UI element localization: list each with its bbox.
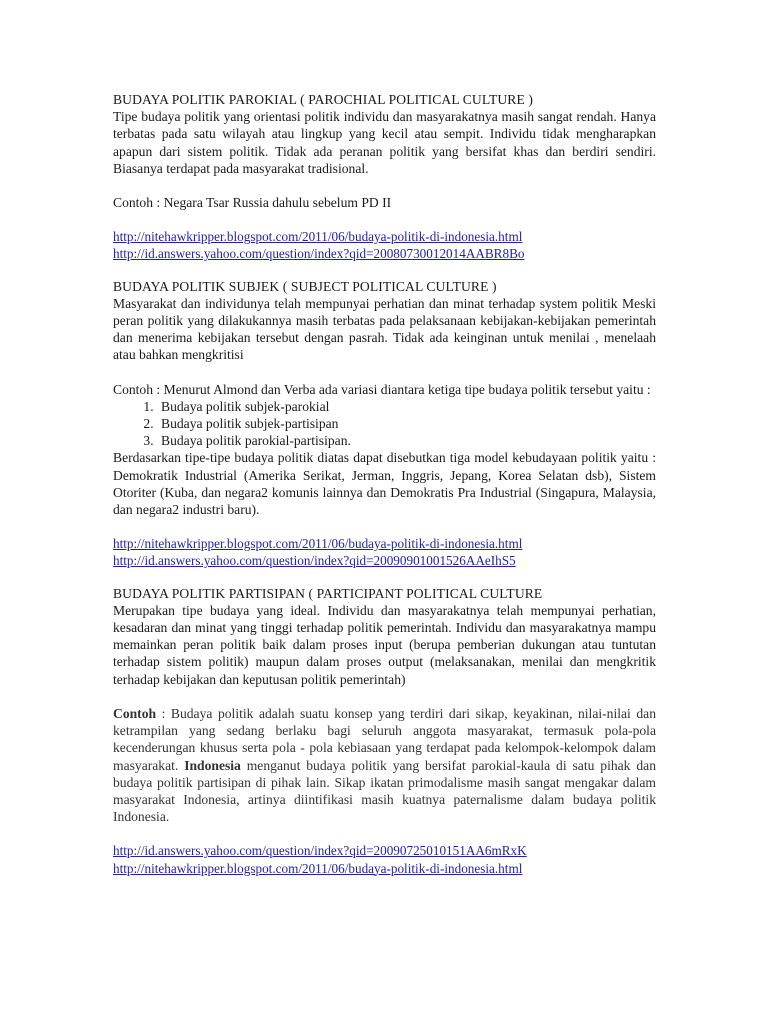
source-link[interactable]: http://id.answers.yahoo.com/question/index?qid=20090725010151AA6mRxK: [113, 843, 527, 859]
section-body-parokial: Tipe budaya politik yang orientasi politik individu dan masyarakatnya masih sangat rendah. Hanya terbatas pada satu wilayah atau lingkup yang kecil atau sempit. Individu tidak mengharapkan apapun dari sistem politik. Tidak ada peranan politik yang bersifat khas dan berdiri sendiri. Biasanya terdapat pada masyarakat tradisional.: [113, 109, 656, 176]
section-heading-subjek: BUDAYA POLITIK SUBJEK ( SUBJECT POLITICAL CULTURE ): [113, 278, 497, 294]
section-body-partisipan: Merupakan tipe budaya yang ideal. Individu dan masyarakatnya telah mempunyai perhatian, kesadaran dan minat yang tinggi terhadap politik pemerintah. Individu dan masyarakatnya mampu memainkan peran politik baik dalam proses input (berupa pemberian dukungan atau tuntutan terhadap sistem politik) maupun dalam proses output (melaksanakan, menilai dan mengkritik terhadap kebijakan dan keputusan politik pemerintah): [113, 602, 656, 687]
spacer: [113, 364, 656, 381]
list-item: 3. Budaya politik parokial-partisipan.: [157, 432, 656, 449]
section-heading-parokial: BUDAYA POLITIK PAROKIAL ( PAROCHIAL POLITICAL CULTURE ): [113, 92, 534, 107]
spacer: [113, 211, 656, 228]
example-text: menganut budaya politik yang bersifat parokial-kaula di satu pihak dan budaya politik partisipan di pihak lain. Sikap ikatan primodalisme masih sangat mengakar dalam masyarakat Indonesia, artinya diintifikasi masih kuatnya paternalisme dalam budaya politik Indonesia.: [113, 757, 656, 825]
spacer: [113, 177, 656, 194]
example-partisipan: [113, 705, 656, 825]
spacer: [113, 570, 656, 585]
section-heading-partisipan: BUDAYA POLITIK PARTISIPAN ( PARTICIPANT POLITICAL CULTURE: [113, 585, 543, 601]
example-intro-subjek: Contoh : Menurut Almond dan Verba ada variasi diantara ketiga tipe budaya politik tersebut yaitu :: [113, 381, 651, 397]
example-bold-term: Indonesia: [184, 757, 241, 773]
source-link[interactable]: http://id.answers.yahoo.com/question/index?qid=20090901001526AAeIhS5: [113, 553, 516, 569]
spacer: [113, 518, 656, 535]
source-link[interactable]: http://nitehawkripper.blogspot.com/2011/06/budaya-politik-di-indonesia.html: [113, 860, 523, 876]
culture-models-paragraph: Berdasarkan tipe-tipe budaya politik diatas dapat disebutkan tiga model kebudayaan politik yaitu : Demokratik Industrial (Amerika Serikat, Jerman, Inggris, Jepang, Korea Selatan dsb), Sistem Otoriter (Kuba, dan negara2 komunis lainnya dan Demokratis Pra Industrial (Singapura, Malaysia, dan negara2 industri baru).: [113, 450, 656, 518]
list-item: 2. Budaya politik subjek-partisipan: [157, 415, 656, 432]
source-link[interactable]: http://nitehawkripper.blogspot.com/2011/06/budaya-politik-di-indonesia.html: [113, 229, 523, 245]
source-link[interactable]: http://nitehawkripper.blogspot.com/2011/06/budaya-politik-di-indonesia.html: [113, 536, 523, 552]
example-parokial: Contoh : Negara Tsar Russia dahulu sebelum PD II: [113, 195, 392, 211]
spacer: [113, 688, 656, 705]
spacer: [113, 825, 656, 842]
example-text: : Budaya politik adalah suatu konsep yang terdiri dari sikap, keyakinan, nilai-nilai dan ketrampilan yang sedang berlaku bagi seluruh anggota masyarakat, termasuk pola-pola kecenderungan khusus serta pola - pola kebiasaan yang terdapat pada kelompok-kelompok dalam masyarakat.: [113, 705, 656, 773]
list-item: 1. Budaya politik subjek-parokial: [157, 398, 656, 415]
source-link[interactable]: http://id.answers.yahoo.com/question/index?qid=20080730012014AABR8Bo: [113, 246, 525, 262]
document-page: [113, 91, 656, 877]
spacer: [113, 263, 656, 278]
section-body-subjek: Masyarakat dan individunya telah mempunyai perhatian dan minat terhadap system politik Meski peran politik yang dilakukannya masih terbatas pada pelaksanaan kebijakan-kebijakan pemerintah dan menerima kebijakan tersebut dengan pasrah. Tidak ada keinginan untuk menilai , menelaah atau bahkan mengkritisi: [113, 295, 656, 363]
example-label: Contoh: [113, 705, 157, 721]
culture-type-list: [113, 398, 656, 450]
